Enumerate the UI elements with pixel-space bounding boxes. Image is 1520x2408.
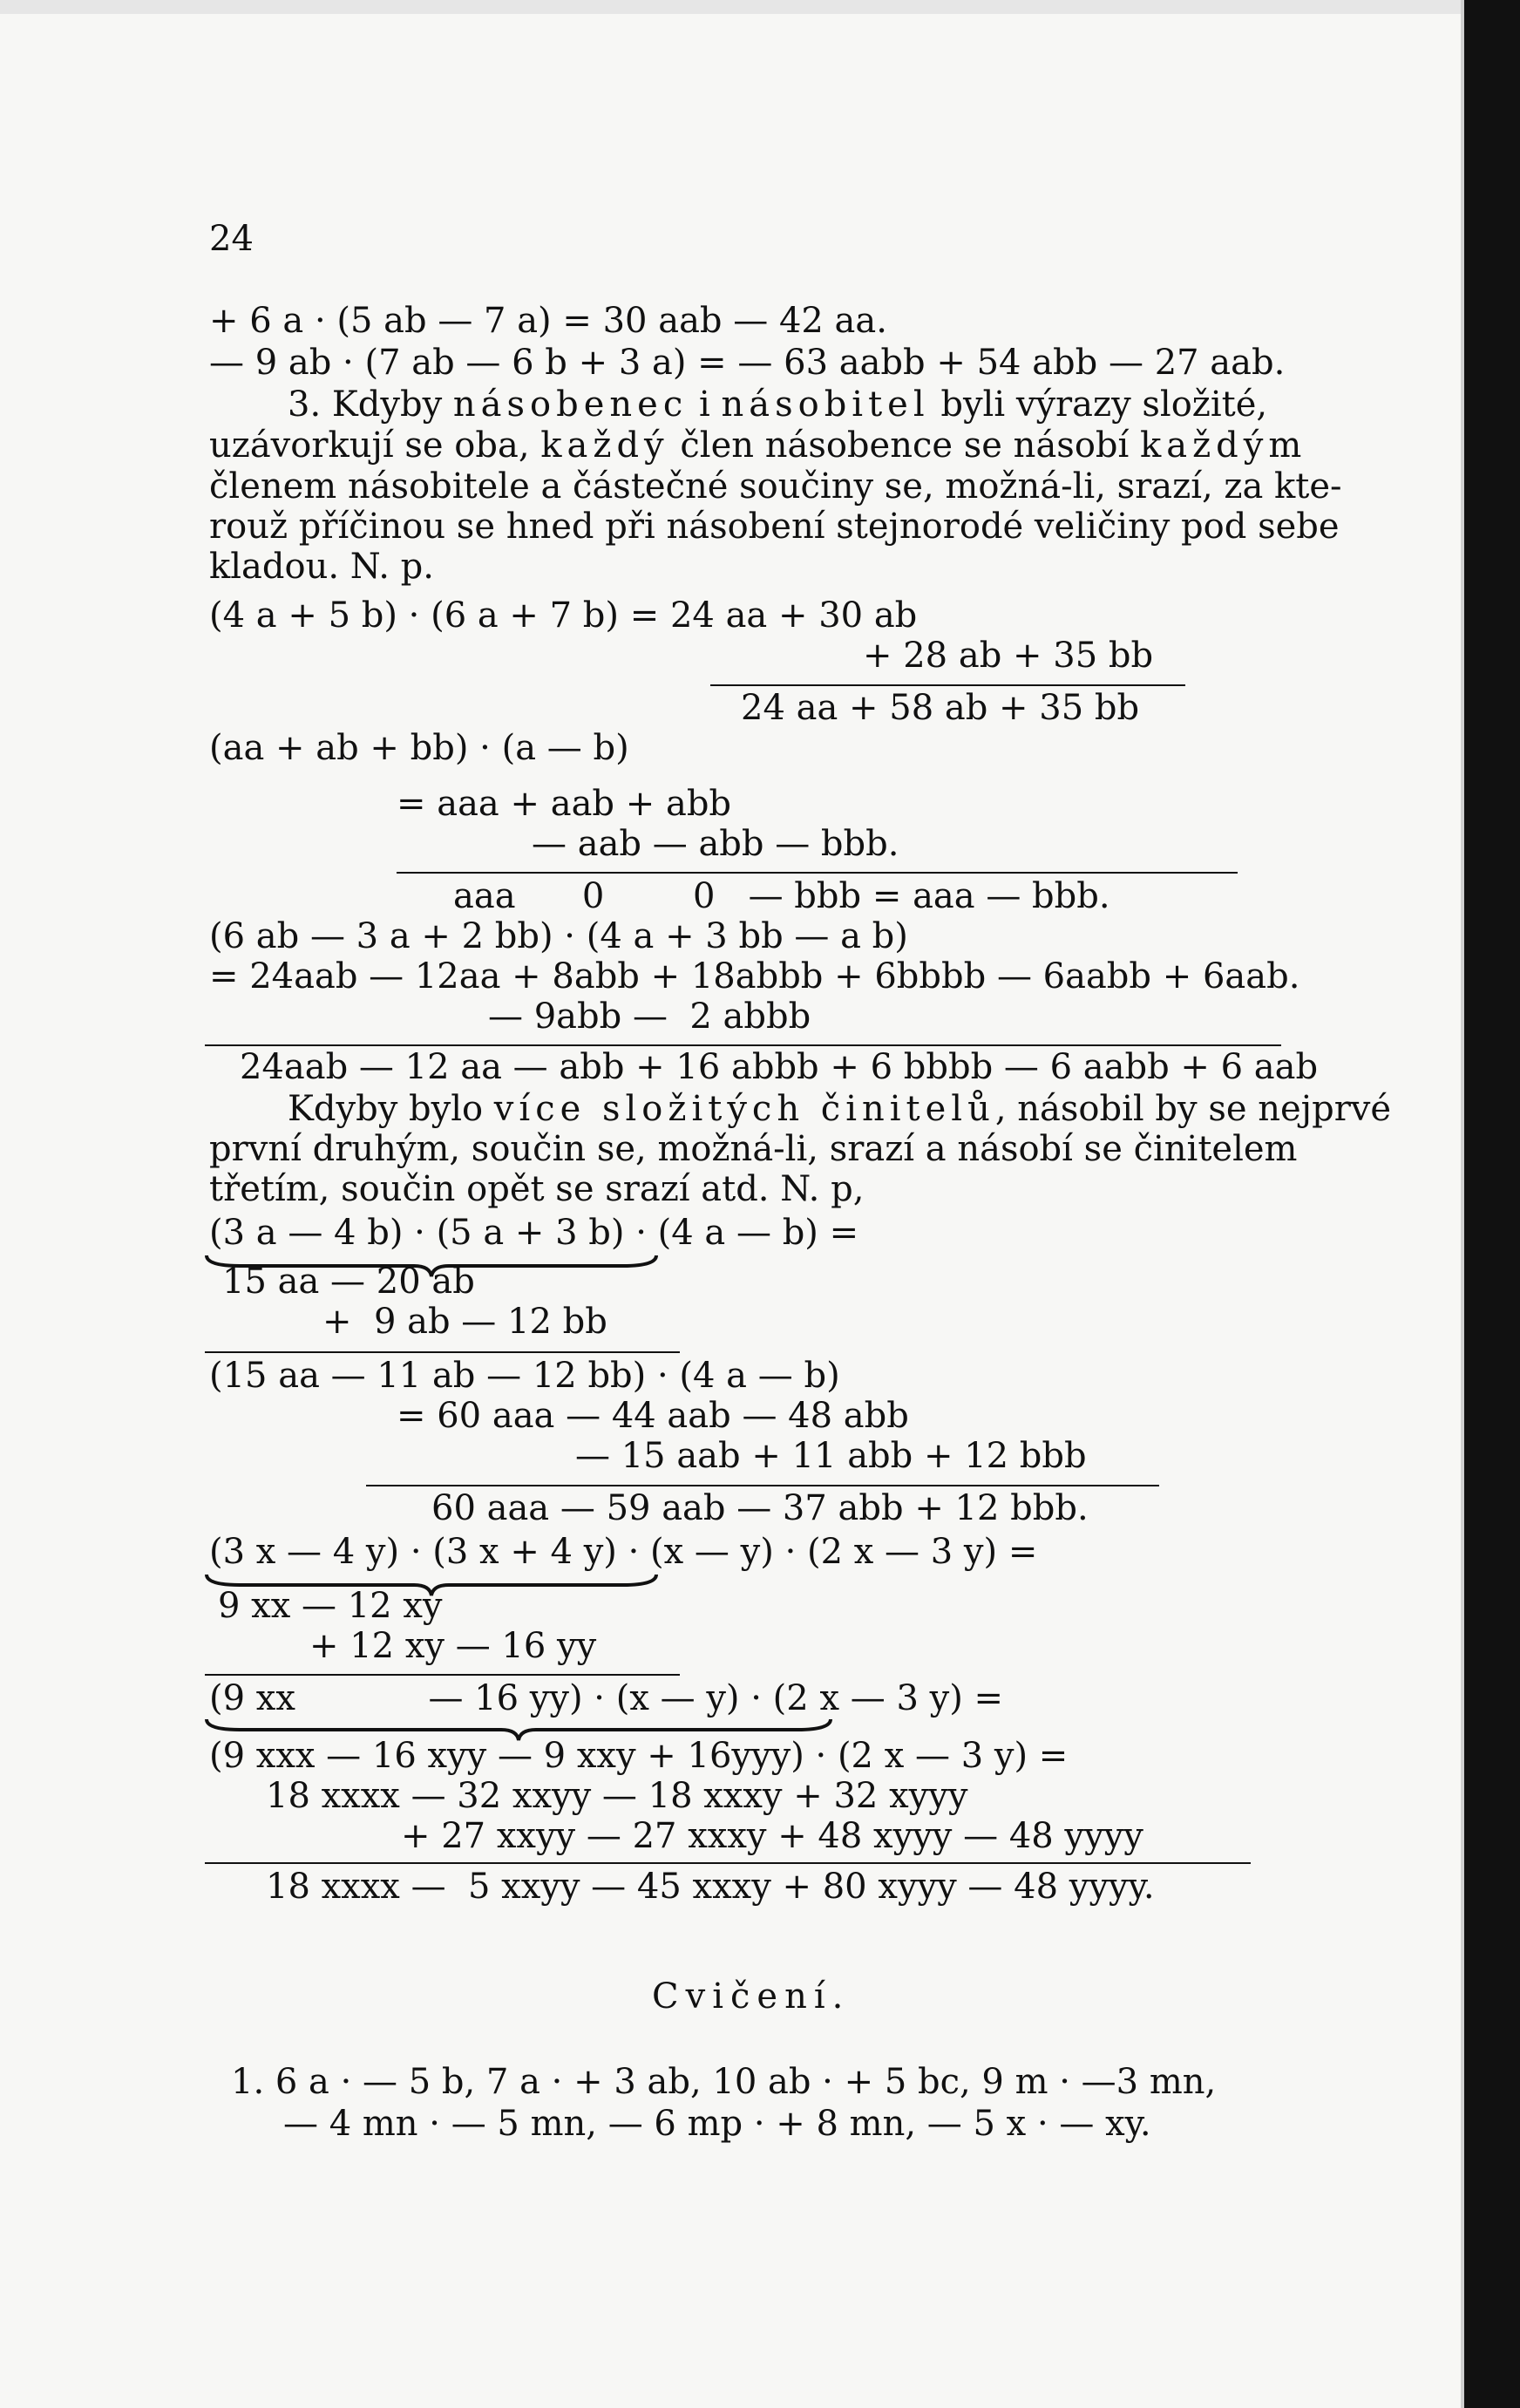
equation-line: + 12 xy — 16 yy — [309, 1626, 597, 1666]
text-segment: i — [688, 384, 722, 425]
text-line: kladou. N. p. — [209, 547, 434, 587]
text-line: členem násobitele a částečné součiny se, možná-li, srazí, za kte- — [209, 466, 1342, 507]
equation-line: 60 aaa — 59 aab — 37 abb + 12 bbb. — [431, 1488, 1089, 1528]
equation-line: 24 aa + 58 ab + 35 bb — [741, 688, 1140, 728]
section-heading: Cvičení. — [652, 1976, 851, 2017]
equation-line: 15 aa — 20 ab — [222, 1262, 475, 1302]
sum-rule — [366, 1485, 1159, 1486]
text-line: třetím, součin opět se srazí atd. N. p, — [209, 1169, 865, 1209]
equation-line: + 28 ab + 35 bb — [863, 636, 1154, 676]
equation-line: 24aab — 12 aa — abb + 16 abbb + 6 bbbb — 6 aabb + 6 aab — [240, 1047, 1319, 1087]
equation-line: (4 a + 5 b) · (6 a + 7 b) = 24 aa + 30 ab — [209, 595, 918, 636]
sum-rule — [397, 872, 1238, 874]
equation-line: (6 ab — 3 a + 2 bb) · (4 a + 3 bb — a b) — [209, 916, 908, 956]
exercise-line: 1. 6 a · — 5 b, 7 a · + 3 ab, 10 ab · + 5 bc, 9 m · —3 mn, — [231, 2062, 1217, 2102]
emphasis-text: násobenec — [452, 384, 689, 425]
sum-rule — [205, 1674, 680, 1676]
equation-line: + 27 xxyy — 27 xxxy + 48 xyyy — 48 yyyy — [401, 1816, 1143, 1856]
equation-line: (3 a — 4 b) · (5 a + 3 b) · (4 a — b) = — [209, 1213, 859, 1253]
text-line: rouž příčinou se hned při násobení stejnorodé veličiny pod sebe — [209, 507, 1340, 547]
equation-line: 18 xxxx — 32 xxyy — 18 xxxy + 32 xyyy — [266, 1776, 968, 1816]
sum-rule — [205, 1351, 680, 1353]
equation-line: + 6 a · (5 ab — 7 a) = 30 aab — 42 aa. — [209, 301, 887, 341]
equation-line: 9 xx — 12 xy — [218, 1586, 443, 1626]
equation-line: (9 xxx — 16 xyy — 9 xxy + 16yyy) · (2 x — 3 y) = — [209, 1736, 1069, 1776]
emphasis-text: násobitel — [721, 384, 930, 425]
text-segment: , násobil by se nejprvé — [994, 1089, 1392, 1129]
sum-rule — [710, 684, 1185, 686]
text-segment: uzávorkují se oba, — [209, 425, 541, 466]
text-segment: byli výrazy složité, — [929, 384, 1268, 425]
equation-line: + 9 ab — 12 bb — [322, 1302, 607, 1342]
text-segment: 3. Kdyby — [288, 384, 453, 425]
equation-line: (3 x — 4 y) · (3 x + 4 y) · (x — y) · (2 x — 3 y) = — [209, 1532, 1038, 1572]
sum-rule — [205, 1862, 1251, 1864]
equation-line: = aaa + aab + abb — [397, 784, 732, 824]
emphasis-text: každým — [1140, 425, 1307, 466]
equation-line: — aab — abb — bbb. — [532, 824, 899, 864]
text-line: první druhým, součin se, možná-li, srazí a násobí se činitelem — [209, 1129, 1298, 1169]
equation-line: 18 xxxx — 5 xxyy — 45 xxxy + 80 xyyy — 48 yyyy. — [266, 1867, 1155, 1907]
page-number: 24 — [209, 219, 254, 259]
emphasis-text: více složitých činitelů — [493, 1089, 995, 1129]
text-segment: Kdyby bylo — [288, 1089, 494, 1129]
text-line — [209, 425, 1306, 466]
equation-line: (9 xx — 16 yy) · (x — y) · (2 x — 3 y) = — [209, 1678, 1004, 1718]
equation-line: (aa + ab + bb) · (a — b) — [209, 728, 629, 768]
equation-line: (15 aa — 11 ab — 12 bb) · (4 a — b) — [209, 1356, 840, 1396]
scan-edge-right — [1464, 0, 1520, 2408]
text-line — [288, 384, 1267, 425]
equation-line: — 15 aab + 11 abb + 12 bbb — [575, 1436, 1087, 1476]
text-line — [288, 1088, 1391, 1130]
emphasis-text: každý — [540, 425, 669, 466]
equation-line: — 9abb — 2 abbb — [488, 997, 811, 1037]
exercise-line: — 4 mn · — 5 mn, — 6 mp · + 8 mn, — 5 x · — xy. — [283, 2104, 1151, 2144]
equation-line: = 24aab — 12aa + 8abb + 18abbb + 6bbbb — 6aabb + 6aab. — [209, 956, 1300, 997]
equation-line: — 9 ab · (7 ab — 6 b + 3 a) = — 63 aabb + 54 abb — 27 aab. — [209, 343, 1286, 383]
text-segment: člen násobence se násobí — [668, 425, 1141, 466]
scan-edge-top — [0, 0, 1520, 14]
equation-line: = 60 aaa — 44 aab — 48 abb — [397, 1396, 909, 1436]
equation-line: aaa 0 0 — bbb = aaa — bbb. — [453, 876, 1110, 916]
